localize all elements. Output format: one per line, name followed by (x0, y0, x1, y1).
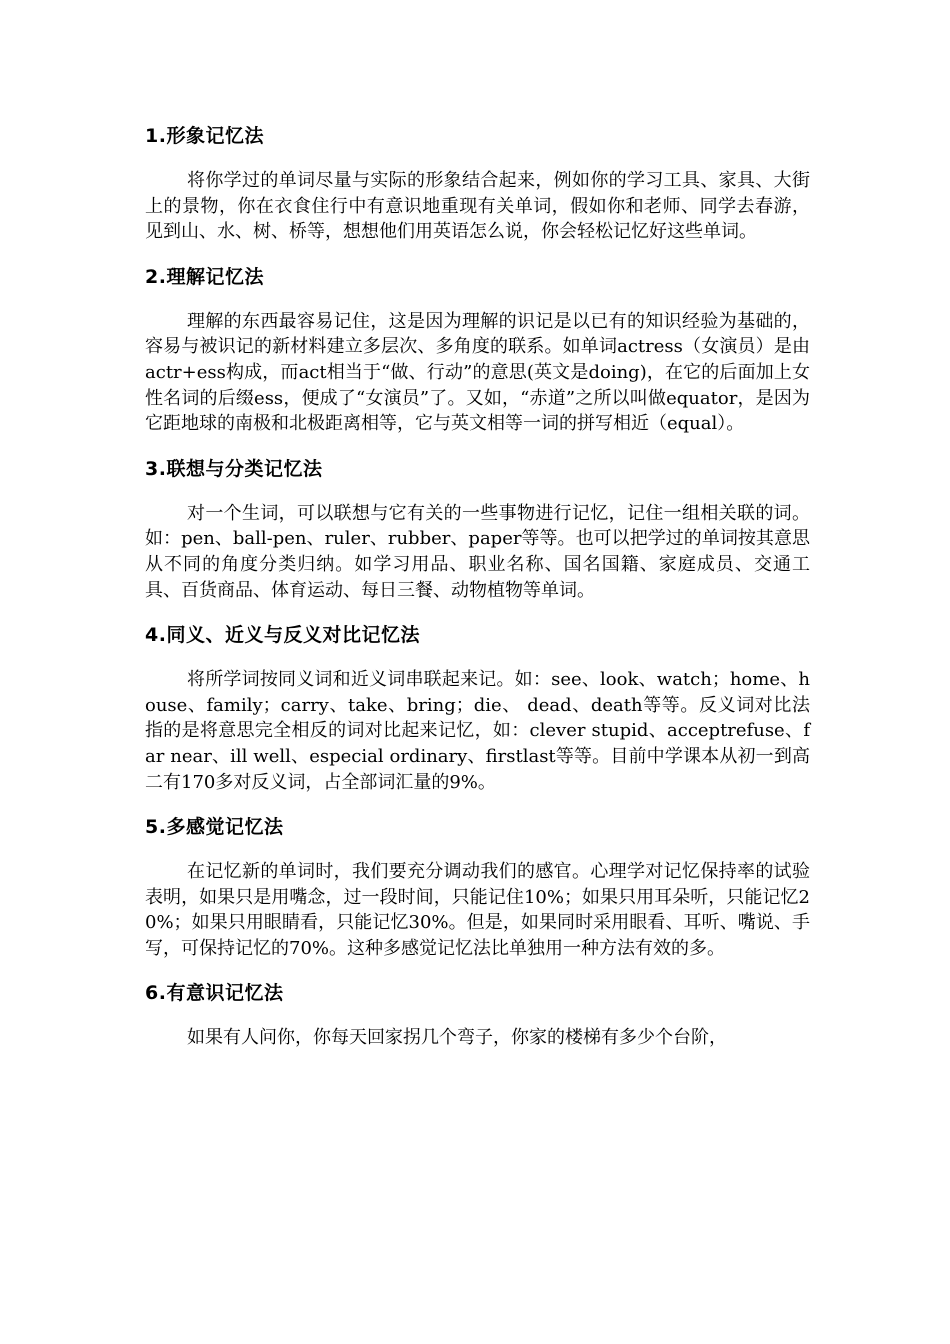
section-paragraph: 将你学过的单词尽量与实际的形象结合起来，例如你的学习工具、家具、大街上的景物，你在衣食住行中有意识地重现有关单词，假如你和老师、同学去春游，见到山、水、树、桥等，想想他们用英语怎么说，你会轻松记忆好这些单词。 (145, 170, 810, 243)
section-paragraph: 理解的东西最容易记住，这是因为理解的识记是以已有的知识经验为基础的，容易与被识记的新材料建立多层次、多角度的联系。如单词actress（女演员）是由actr+ess构成，而act相当于“做、行动”的意思(英文是doing)，在它的后面加上女性名词的后缀ess，便成了“女演员”了。又如，“赤道”之所以叫做equator，是因为它距地球的南极和北极距离相等，它与英文相等一词的拼写相近（equal）。 (145, 310, 810, 435)
section-heading: 1.形象记忆法 (145, 125, 264, 147)
section-4 (145, 621, 810, 795)
section-paragraph: 在记忆新的单词时，我们要充分调动我们的感官。心理学对记忆保持率的试验表明，如果只是用嘴念，过一段时间，只能记住10%；如果只用耳朵听，只能记忆20%；如果只用眼睛看，只能记忆30%。但是，如果同时采用眼看、耳听、嘴说、手写，可保持记忆的70%。这种多感觉记忆法比单独用一种方法有效的多。 (145, 861, 810, 959)
section-heading: 4.同义、近义与反义对比记忆法 (145, 624, 420, 647)
section-5 (145, 813, 810, 961)
section-paragraph: 如果有人问你，你每天回家拐几个弯子，你家的楼梯有多少个台阶， (187, 1027, 727, 1049)
section-heading: 6.有意识记忆法 (145, 982, 284, 1005)
section-heading: 2.理解记忆法 (145, 265, 264, 288)
section-3 (145, 455, 810, 603)
section-6 (145, 979, 810, 1051)
section-paragraph: 将所学词按同义词和近义词串联起来记。如：see、look、watch；home、house、family；carry、take、bring；die、 dead、death等等。反义词对比法指的是将意思完全相反的词对比起来记忆，如：clever stupid、acceptrefuse、far near、ill well、especial ordinary、firstlast等等。目前中学课本从初一到高二有170多对反义词，占全部词汇量的9%。 (145, 669, 810, 793)
section-paragraph: 对一个生词，可以联想与它有关的一些事物进行记忆，记住一组相关联的词。如：pen、ball-pen、ruler、rubber、paper等等。也可以把学过的单词按其意思从不同的角度分类归纳。如学习用品、职业名称、国名国籍、家庭成员、交通工具、百货商品、体育运动、每日三餐、动物植物等单词。 (145, 502, 810, 601)
document-page (145, 122, 810, 1069)
section-1 (145, 122, 810, 245)
section-heading: 5.多感觉记忆法 (145, 816, 284, 839)
section-2 (145, 263, 810, 437)
section-heading: 3.联想与分类记忆法 (145, 457, 323, 480)
